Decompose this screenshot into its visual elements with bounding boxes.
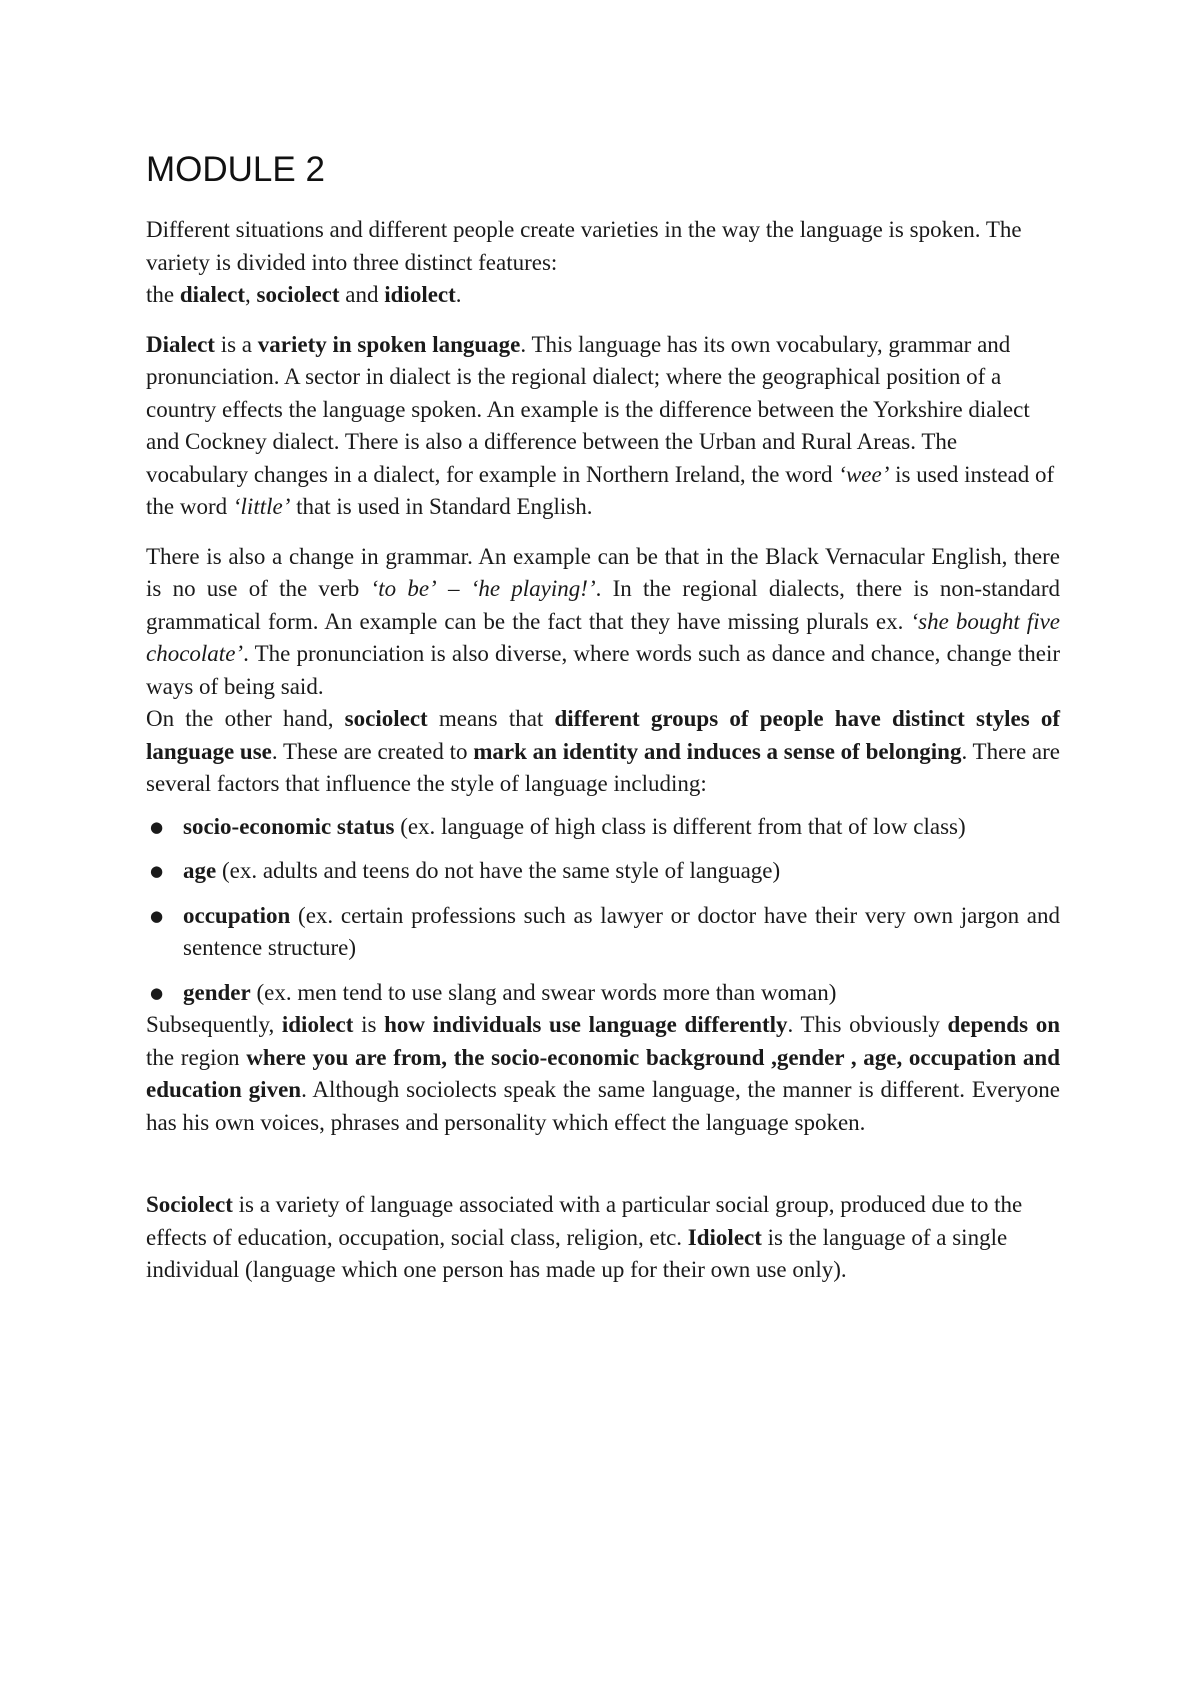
grammar-paragraph (146, 541, 1060, 704)
factor-term: occupation (183, 902, 291, 928)
emphasis-text: mark an identity and induces a sense of belonging (473, 738, 962, 764)
body-text: . The pronunciation is also diverse, where words such as dance and chance, change their ways of being said. (146, 641, 1060, 699)
emphasis-text: how individuals use language differently (384, 1012, 788, 1037)
idiolect-paragraph (146, 1009, 1060, 1139)
factor-term: age (183, 858, 217, 883)
term-idiolect: Idiolect (687, 1224, 762, 1250)
dialect-paragraph (146, 329, 1060, 524)
term-idiolect: idiolect (384, 282, 456, 307)
body-text: – (436, 576, 471, 601)
body-text: the region (146, 1044, 247, 1070)
factor-description: (ex. adults and teens do not have the same style of language) (216, 858, 781, 883)
summary-paragraph (146, 1189, 1060, 1287)
intro-text: , (245, 282, 257, 307)
body-text: There is also a change in grammar. An example can be that in the Black Vernacular English, there is no use of the verb (146, 543, 1060, 601)
body-text: is (353, 1012, 385, 1037)
term-sociolect: sociolect (344, 706, 428, 731)
body-text: is a variety of language associated with a particular social group, produced due to the effects of education, occupation, social class, religion, etc. (146, 1192, 1023, 1250)
factor-description: (ex. certain professions such as lawyer or doctor have their very own jargon and sentence structure) (183, 902, 1060, 960)
body-text: . This language has its own vocabulary, grammar and pronunciation. A sector in dialect is the regional dialect; where the geographical position of a country effects the language spoken. An example is the difference between the Yorkshire dialect and Cockney dialect. There is also a difference between the Urban and Rural Areas. The vocabulary changes in a dialect, for example in Northern Ireland, the word (146, 331, 1030, 487)
factor-term: gender (183, 979, 251, 1005)
intro-text: and (339, 282, 385, 307)
term-dialect: dialect (179, 282, 246, 307)
emphasis-text: depends on (947, 1012, 1061, 1037)
example-quote: ‘she bought five chocolate’ (146, 608, 1060, 666)
body-text: . In the regional dialects, there is non-standard grammatical form. An example can be the fact that they have missing plurals ex. (146, 576, 1061, 634)
body-text: means that (427, 706, 555, 731)
bullet-icon: ● (150, 817, 164, 836)
emphasis-text: where you are from, the socio-economic background ,gender , age, occupation and education given (146, 1044, 1061, 1102)
sociolect-paragraph (146, 703, 1060, 801)
body-text: . Although sociolects speak the same language, the manner is different. Everyone has his own voices, phrases and personality which effect the language spoken. (146, 1077, 1060, 1135)
factor-description: (ex. men tend to use slang and swear words more than woman) (250, 979, 837, 1005)
factor-term: socio-economic status (183, 813, 395, 839)
intro-text: . (455, 282, 462, 307)
term-sociolect: sociolect (256, 282, 340, 307)
term-sociolect: Sociolect (146, 1192, 233, 1217)
emphasis-text: different groups of people have distinct styles of language use (146, 706, 1060, 764)
factor-list (146, 811, 1060, 1010)
body-text: . There are several factors that influence the style of language including: (146, 738, 1060, 796)
bullet-icon: ● (150, 862, 164, 880)
example-quote: ‘wee’ (838, 461, 890, 487)
list-item (146, 811, 1060, 844)
body-text: is a (214, 331, 258, 357)
intro-paragraph (146, 214, 1060, 312)
body-text: . This obviously (787, 1012, 948, 1037)
body-text: that is used in Standard English. (290, 494, 593, 519)
list-item (146, 900, 1060, 965)
term-idiolect: idiolect (281, 1012, 354, 1037)
emphasis-text: variety in spoken language (257, 331, 521, 357)
bullet-icon: ● (150, 983, 164, 1002)
intro-text: Different situations and different people create varieties in the way the language is spoken. The variety is divided into three distinct features: (146, 217, 1022, 275)
body-text: is used instead of the word (146, 461, 1055, 519)
example-quote: ‘to be’ (370, 576, 437, 601)
body-text: Subsequently, (146, 1012, 282, 1037)
page-title: MODULE 2 (146, 150, 325, 189)
body-text: On the other hand, (146, 706, 345, 731)
example-quote: ‘he playing!’ (470, 576, 596, 601)
factor-description: (ex. language of high class is different from that of low class) (394, 813, 966, 839)
list-item (146, 977, 1060, 1010)
term-dialect: Dialect (146, 331, 215, 357)
bullet-icon: ● (150, 906, 164, 925)
example-quote: ‘little’ (232, 494, 291, 519)
document-body (146, 148, 1060, 1287)
body-text: is the language of a single individual (language which one person has made up for their own use only). (146, 1224, 1008, 1282)
intro-text: the (146, 282, 180, 307)
list-item (146, 855, 1060, 888)
body-text: . These are created to (271, 738, 474, 764)
